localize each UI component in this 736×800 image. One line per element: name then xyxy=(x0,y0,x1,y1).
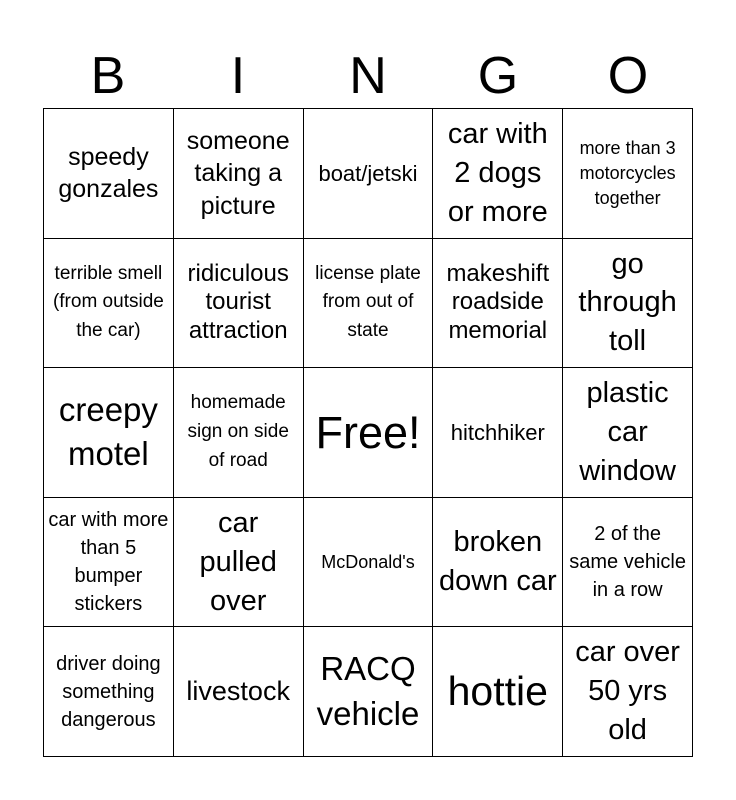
bingo-cell[interactable] xyxy=(304,498,434,628)
bingo-cell[interactable] xyxy=(44,498,174,628)
cell-text: boat/jetski xyxy=(318,160,418,186)
cell-text: homemade sign on side of road xyxy=(187,392,289,471)
cell-text: driver doing something dangerous xyxy=(56,652,161,731)
header-letter-g: G xyxy=(477,47,519,105)
bingo-cell[interactable] xyxy=(304,627,434,757)
bingo-cell[interactable] xyxy=(174,109,304,239)
bingo-cell[interactable] xyxy=(174,498,304,628)
bingo-cell[interactable] xyxy=(433,109,563,239)
bingo-cell[interactable] xyxy=(44,109,174,239)
cell-text: car pulled over xyxy=(199,506,277,617)
bingo-header xyxy=(43,44,693,108)
bingo-cell[interactable] xyxy=(304,109,434,239)
cell-text: hottie xyxy=(447,668,548,715)
bingo-cell[interactable] xyxy=(433,627,563,757)
bingo-cell[interactable] xyxy=(563,109,693,239)
cell-text: plastic car window xyxy=(579,377,676,487)
cell-text: more than 3 motorcycles together xyxy=(579,138,676,208)
bingo-cell[interactable] xyxy=(304,239,434,369)
bingo-cell[interactable] xyxy=(563,627,693,757)
bingo-cell[interactable] xyxy=(304,368,434,498)
header-letter-o: O xyxy=(607,47,649,105)
cell-text: car with 2 dogs or more xyxy=(447,118,548,228)
bingo-cell[interactable] xyxy=(433,239,563,369)
cell-text: car with more than 5 bumper stickers xyxy=(48,509,169,616)
cell-text: 2 of the same vehicle in a row xyxy=(569,523,686,602)
bingo-cell[interactable] xyxy=(44,239,174,369)
cell-text: McDonald's xyxy=(321,552,415,573)
header-letter-b: B xyxy=(90,47,126,105)
cell-text: speedy gonzales xyxy=(58,142,159,204)
bingo-board xyxy=(43,108,693,757)
cell-text: broken down car xyxy=(438,526,557,598)
bingo-cell[interactable] xyxy=(174,627,304,757)
cell-text: go through toll xyxy=(578,247,677,358)
cell-text: terrible smell (from outside the car) xyxy=(52,262,164,342)
bingo-cell[interactable] xyxy=(563,498,693,628)
cell-text: license plate from out of state xyxy=(315,262,421,342)
cell-text: someone taking a picture xyxy=(186,126,290,220)
cell-text: RACQ vehicle xyxy=(316,650,420,732)
cell-text: Free! xyxy=(315,406,421,458)
header-letter-i: I xyxy=(230,47,246,105)
cell-text: livestock xyxy=(186,676,290,707)
cell-text: hitchhiker xyxy=(450,419,545,445)
bingo-cell[interactable] xyxy=(174,368,304,498)
cell-text: car over 50 yrs old xyxy=(575,636,680,747)
cell-text: ridiculous tourist attraction xyxy=(187,259,289,345)
bingo-cell[interactable] xyxy=(433,498,563,628)
bingo-cell[interactable] xyxy=(44,627,174,757)
cell-text: makeshift roadside memorial xyxy=(446,259,550,345)
bingo-cell[interactable] xyxy=(563,368,693,498)
cell-text: creepy motel xyxy=(58,390,158,473)
bingo-cell[interactable] xyxy=(433,368,563,498)
header-letter-n: N xyxy=(349,47,387,105)
bingo-cell[interactable] xyxy=(174,239,304,369)
bingo-cell[interactable] xyxy=(44,368,174,498)
bingo-cell[interactable] xyxy=(563,239,693,369)
